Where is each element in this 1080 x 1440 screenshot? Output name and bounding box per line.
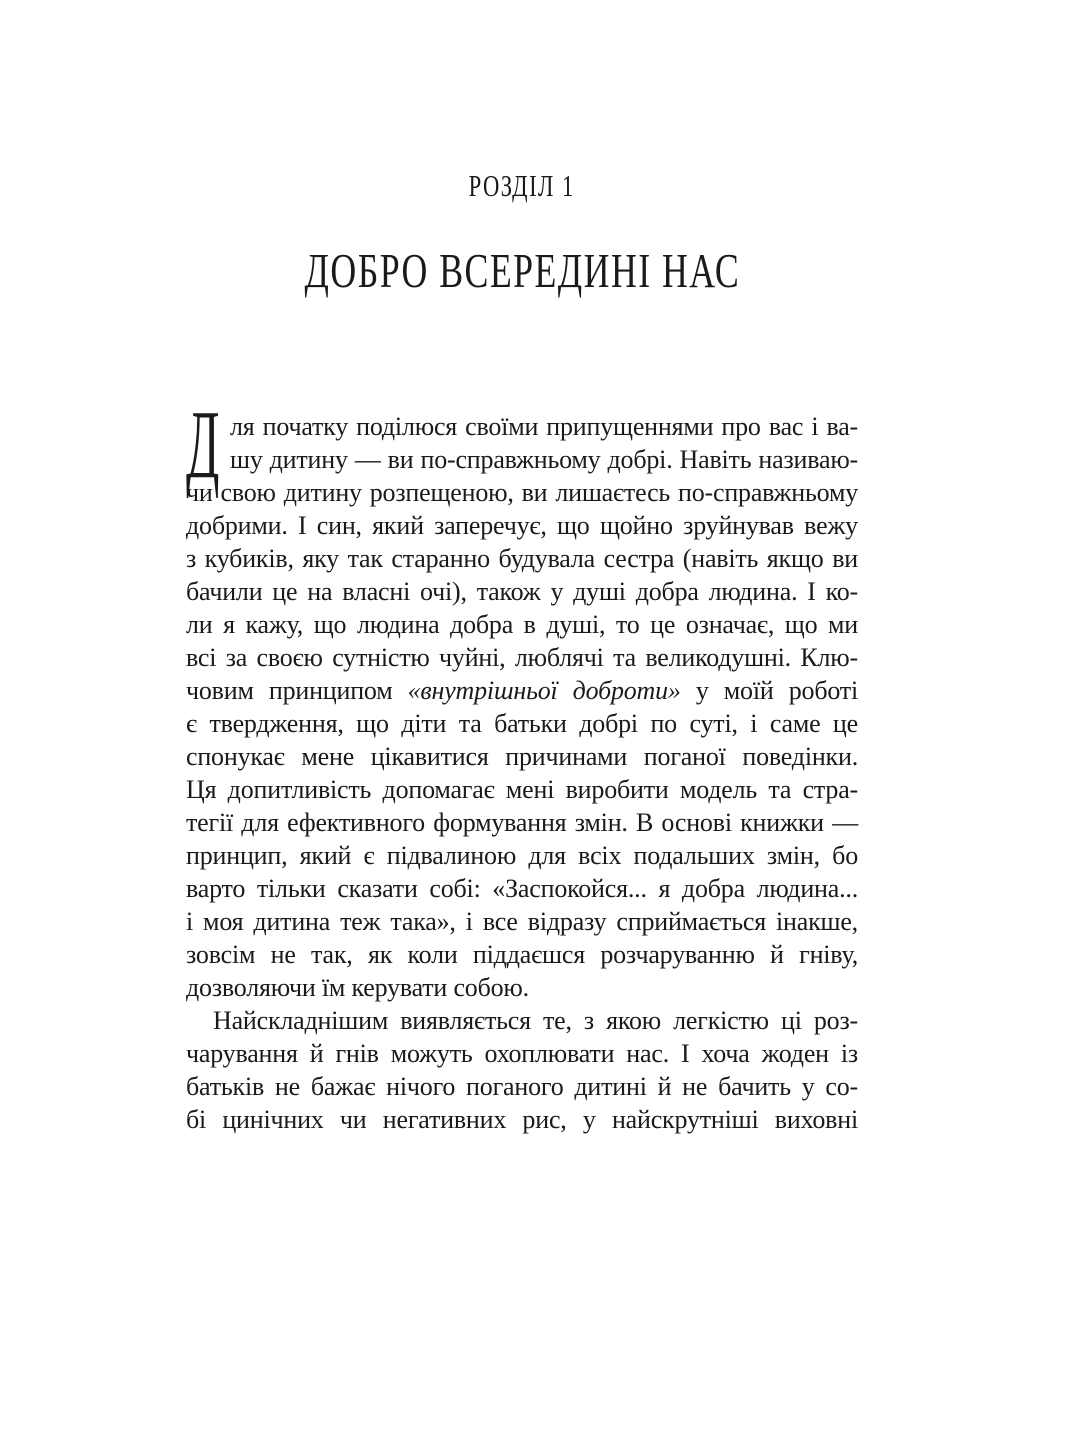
body-line: ля початку поділюся своїми припущеннями про вас і ва- xyxy=(230,412,858,441)
paragraph-1 xyxy=(186,391,858,1004)
body-line: принцип, який є підвалиною для всіх подальших змін, бо xyxy=(186,841,858,870)
body-line: батьків не бажає нічого поганого дитині й не бачить у со- xyxy=(186,1072,858,1101)
body-line: дозволяючи їм керувати собою. xyxy=(186,973,529,1002)
body-line: з кубиків, яку так старанно будувала сестра (навіть якщо ви xyxy=(186,544,858,573)
drop-cap xyxy=(186,391,221,499)
body-line: чарування й гнів можуть охоплювати нас. І хоча жоден із xyxy=(186,1039,858,1068)
chapter-kicker-label: РОЗДІЛ 1 xyxy=(468,168,576,203)
body-line: і моя дитина теж така», і все відразу сприймається інакше, xyxy=(186,907,858,936)
body-line: є твердження, що діти та батьки добрі по суті, і саме це xyxy=(186,709,858,738)
body-line: варто тільки сказати собі: «Заспокойся... я добра людина... xyxy=(186,874,858,903)
paragraph-2 xyxy=(186,1004,858,1136)
body-line: Найскладнішим виявляється те, з якою легкістю ці роз- xyxy=(213,1006,858,1035)
body-line: ли я кажу, що людина добра в душі, то це означає, що ми xyxy=(186,610,858,639)
drop-cap-letter: Д xyxy=(186,391,220,499)
italic-phrase: «внутрішньої доброти» xyxy=(407,676,681,705)
body-line: шу дитину — ви по-справжньому добрі. Навіть називаю- xyxy=(230,445,858,474)
body-line: бі цинічних чи негативних рис, у найскрутніші виховні xyxy=(186,1105,858,1134)
body-line: зовсім не так, як коли піддаєшся розчаруванню й гніву, xyxy=(186,940,858,969)
body-line-with-italic xyxy=(186,674,858,707)
body-line: спонукає мене цікавитися причинами поганої поведінки. xyxy=(186,742,858,771)
body-line: Ця допитливість допомагає мені виробити модель та стра- xyxy=(186,775,858,804)
body-text xyxy=(186,391,858,1136)
chapter-title xyxy=(186,244,858,298)
body-line: всі за своєю сутністю чуйні, люблячі та великодушні. Клю- xyxy=(186,643,858,672)
body-line: бачили це на власні очі), також у душі добра людина. І ко- xyxy=(186,577,858,606)
chapter-title-label: ДОБРО ВСЕРЕДИНІ НАС xyxy=(304,243,740,298)
body-line: тегії для ефективного формування змін. В основі книжки — xyxy=(186,808,858,837)
chapter-kicker xyxy=(186,168,858,204)
body-line: чи свою дитину розпещеною, ви лишаєтесь по-справжньому xyxy=(186,478,858,507)
body-line-segment: у моїй роботі xyxy=(680,676,858,705)
body-line-segment: човим принципом xyxy=(186,676,408,705)
body-line: добрими. І син, який заперечує, що щойно зруйнував вежу xyxy=(186,511,858,540)
